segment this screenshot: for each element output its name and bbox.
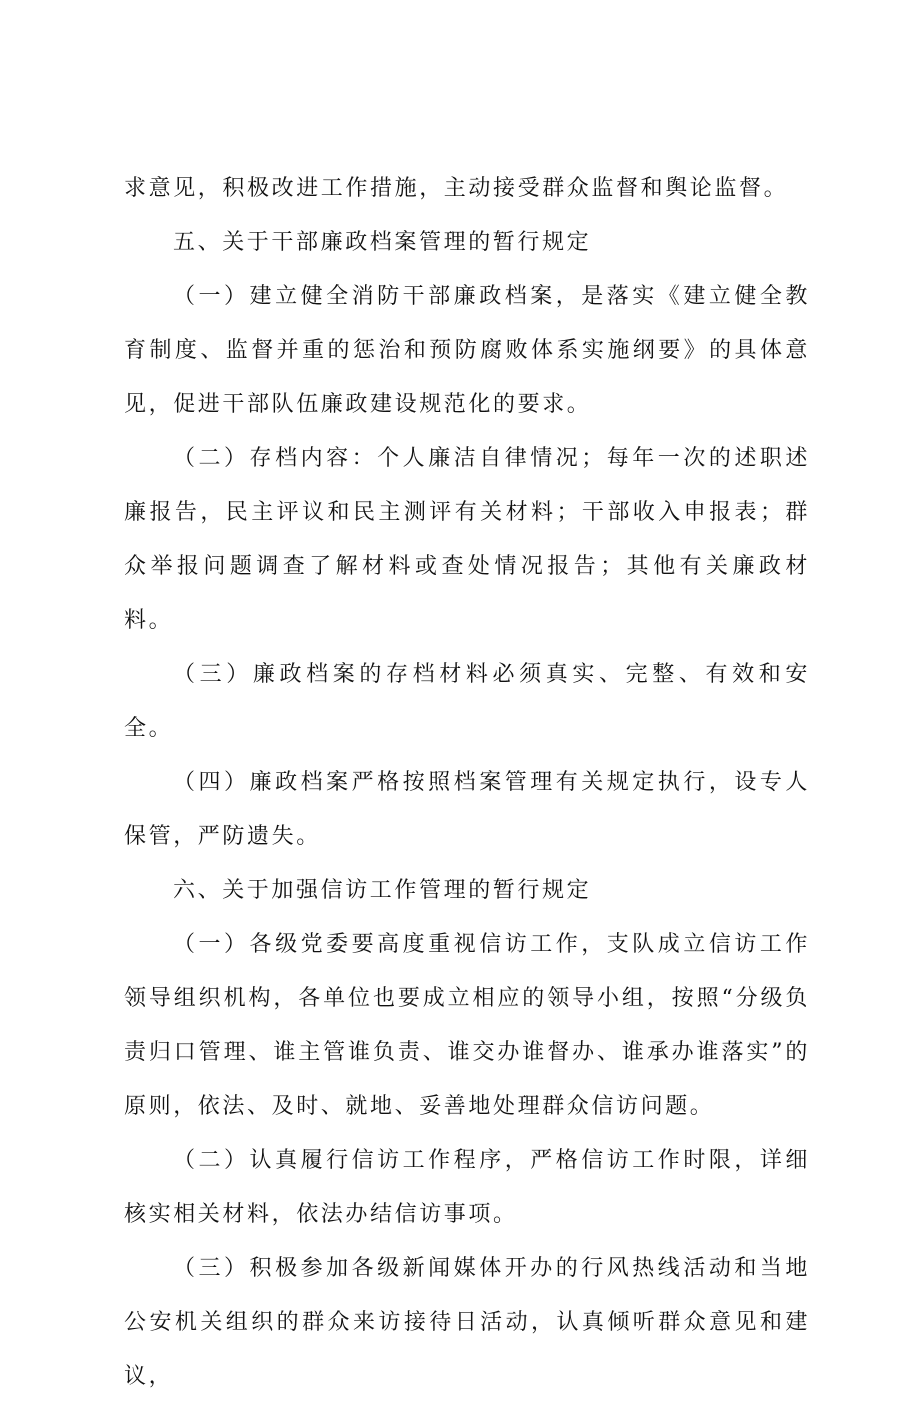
document-body	[124, 162, 810, 1404]
paragraph-5-4: （四）廉政档案严格按照档案管理有关规定执行，设专人保管，严防遗失。	[124, 770, 810, 849]
paragraph-5-2: （二）存档内容：个人廉洁自律情况；每年一次的述职述廉报告，民主评议和民主测评有关材料；干部收入申报表；群众举报问题调查了解材料或查处情况报告；其他有关廉政材料。	[124, 446, 810, 633]
paragraph-6-2: （二）认真履行信访工作程序，严格信访工作时限，详细核实相关材料，依法办结信访事项。	[124, 1148, 810, 1227]
paragraph-6-1: （一）各级党委要高度重视信访工作，支队成立信访工作领导组织机构，各单位也要成立相应的领导小组，按照“分级负责归口管理、谁主管谁负责、谁交办谁督办、谁承办谁落实”的原则，依法、及时、就地、妥善地处理群众信访问题。	[124, 932, 810, 1119]
section-heading-5: 五、关于干部廉政档案管理的暂行规定	[173, 230, 592, 255]
paragraph-6-3: （三）积极参加各级新闻媒体开办的行风热线活动和当地公安机关组织的群众来访接待日活动，认真倾听群众意见和建议，	[124, 1256, 810, 1389]
paragraph-5-1: （一）建立健全消防干部廉政档案，是落实《建立健全教育制度、监督并重的惩治和预防腐败体系实施纲要》的具体意见，促进干部队伍廉政建设规范化的要求。	[124, 284, 810, 417]
paragraph-continuation: 求意见，积极改进工作措施，主动接受群众监督和舆论监督。	[124, 176, 789, 201]
section-heading-6: 六、关于加强信访工作管理的暂行规定	[173, 878, 592, 903]
paragraph-5-3: （三）廉政档案的存档材料必须真实、完整、有效和安全。	[124, 662, 810, 741]
